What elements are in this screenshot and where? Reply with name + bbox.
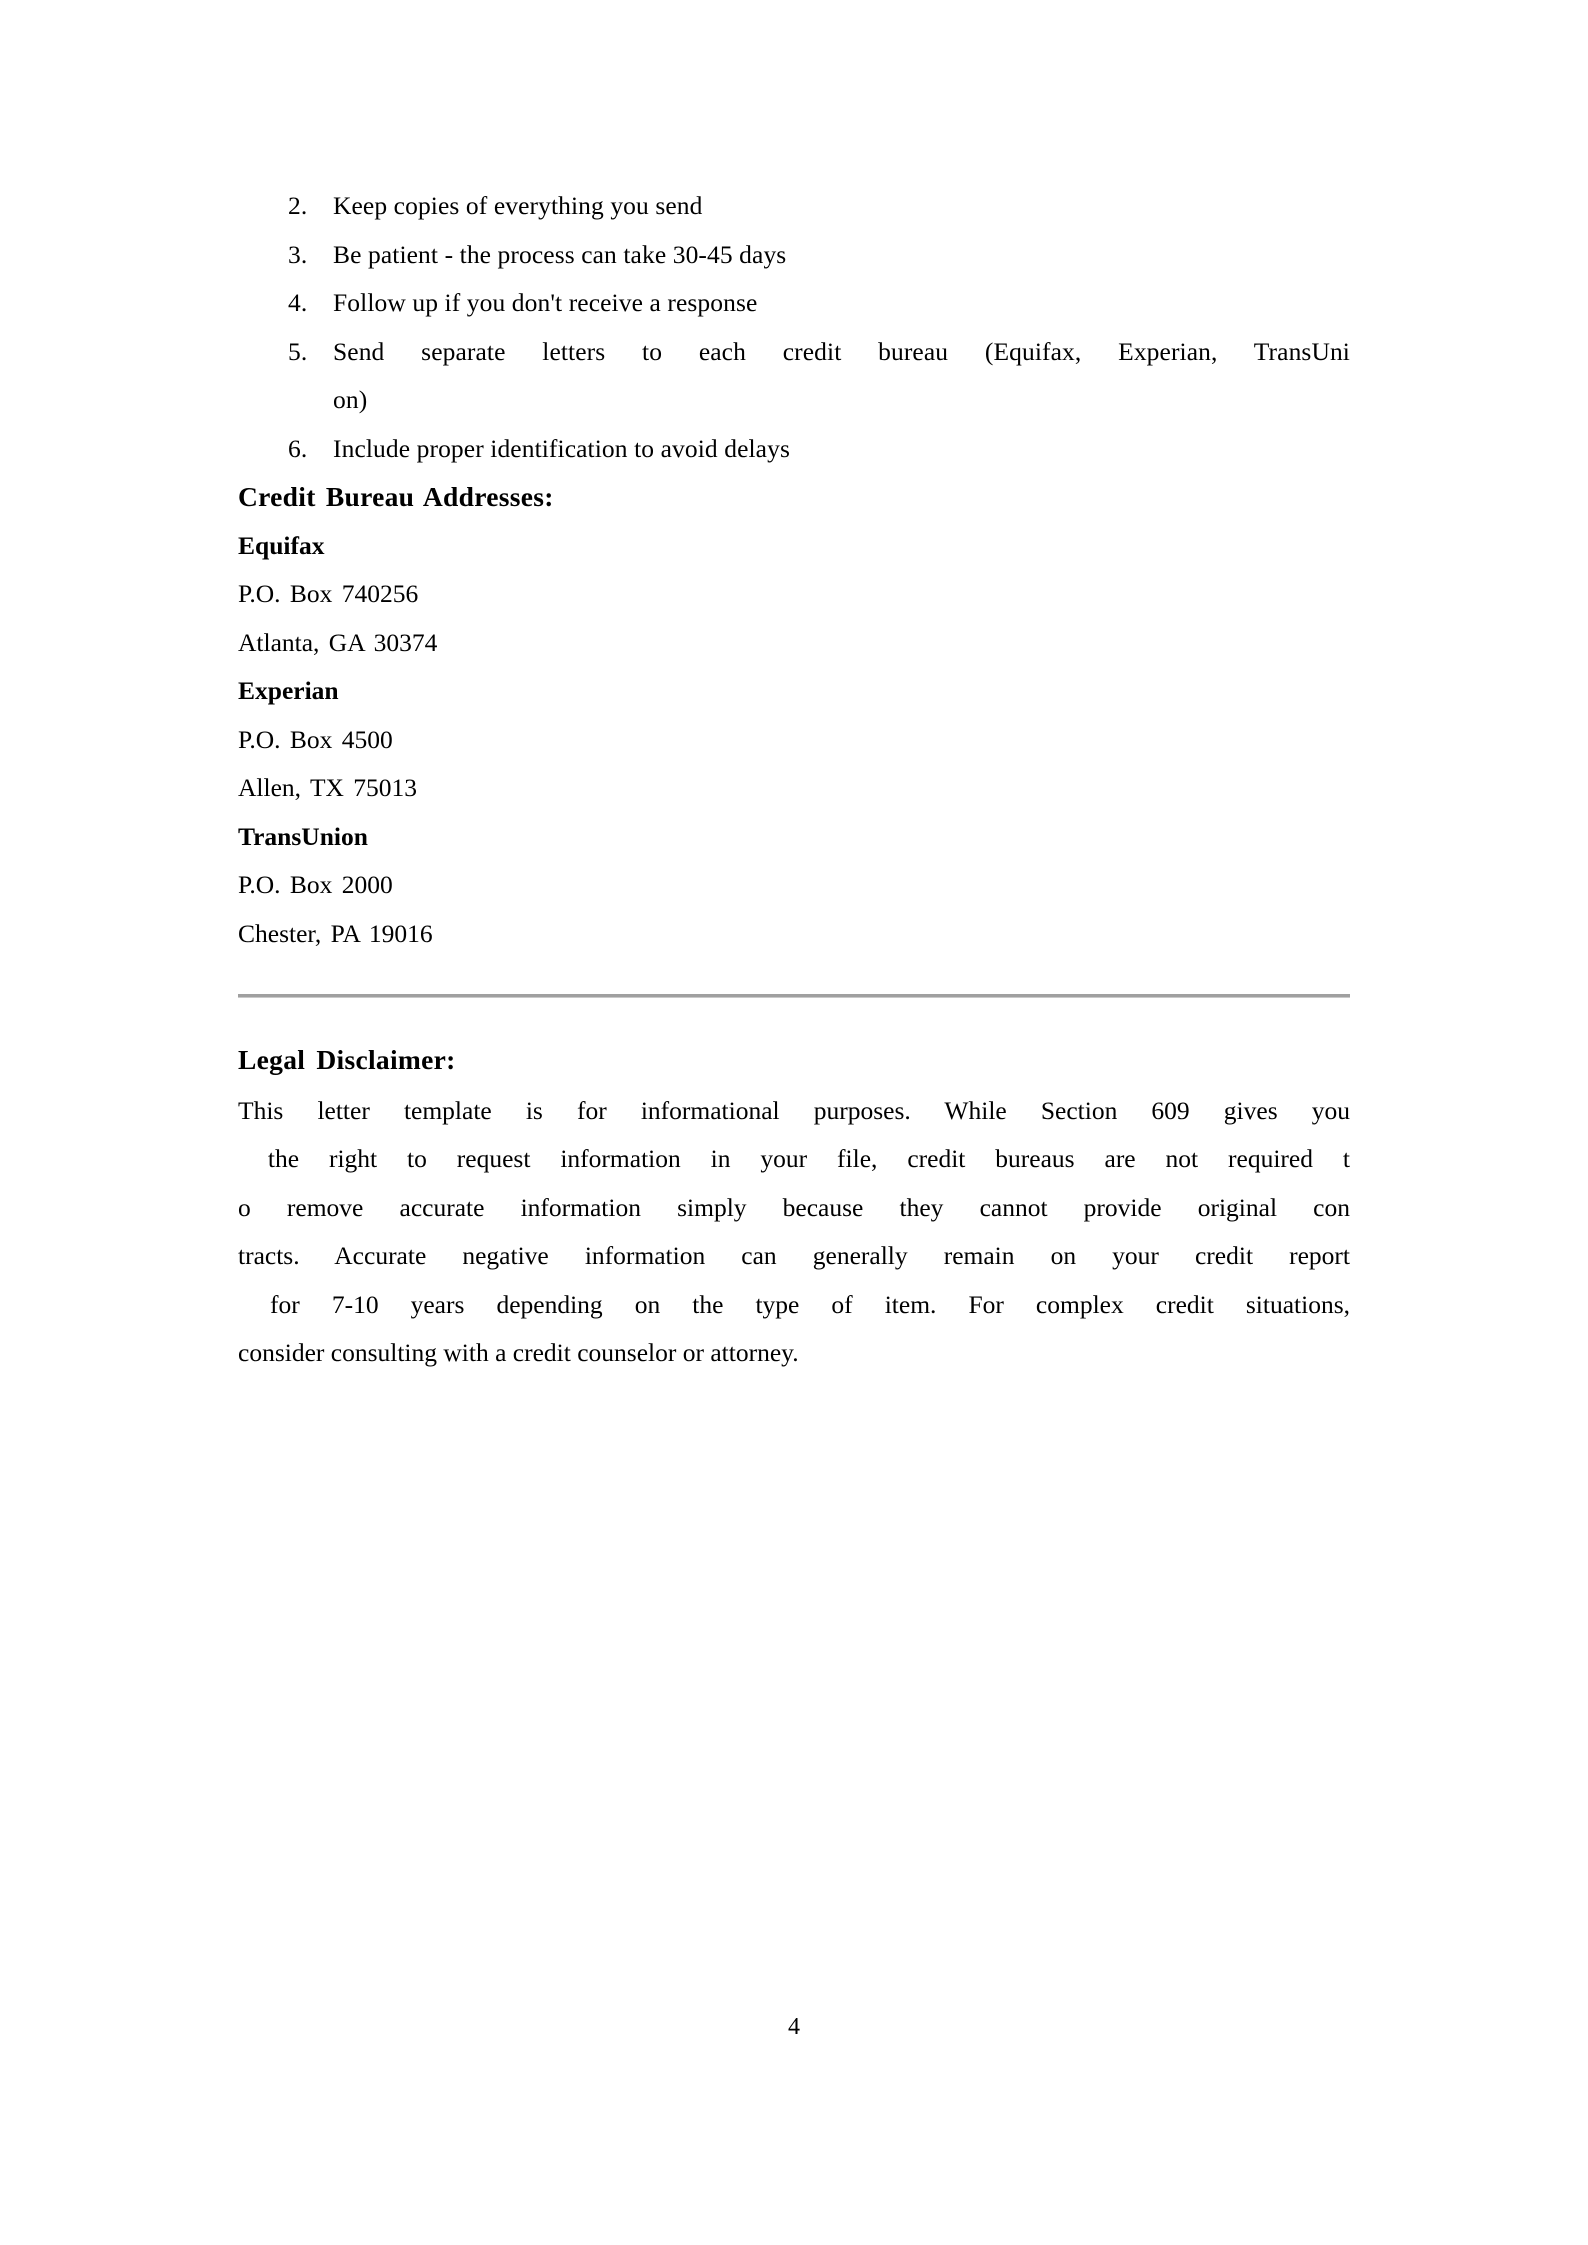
list-item-text: Follow up if you don't receive a response: [333, 288, 758, 317]
bureau-name: Equifax: [238, 530, 325, 560]
bureau-address-equifax: [238, 522, 1350, 668]
bureau-address-experian: [238, 667, 1350, 813]
bureau-name: TransUnion: [238, 821, 368, 851]
bureau-po-box: P.O. Box 4500: [238, 724, 393, 754]
horizontal-divider: [238, 994, 1350, 998]
steps-list: [238, 182, 1350, 473]
page-content: [238, 182, 1350, 1378]
page-number: 4: [788, 2014, 800, 2040]
bureau-po-box: P.O. Box 2000: [238, 870, 393, 899]
disclaimer-line: the right to request information in your file, credit bureaus are not required t: [238, 1144, 1350, 1173]
legal-disclaimer-heading: Legal Disclaimer:: [238, 1044, 456, 1075]
list-item: [238, 279, 1350, 328]
bureau-address-transunion: [238, 813, 1350, 959]
list-item: [238, 328, 1350, 425]
list-item-number: 6.: [288, 433, 308, 463]
list-item-number: 2.: [288, 191, 308, 220]
bureau-city-state-zip: Atlanta, GA 30374: [238, 627, 438, 657]
disclaimer-line: o remove accurate information simply because they cannot provide original con: [238, 1192, 1350, 1222]
section-divider-wrapper: [238, 972, 1350, 1020]
disclaimer-line: for 7-10 years depending on the type of item. For complex credit situations,: [238, 1289, 1350, 1319]
list-item-number: 4.: [288, 288, 308, 317]
list-item-text: Include proper identification to avoid delays: [333, 433, 790, 463]
disclaimer-line: tracts. Accurate negative information can generally remain on your credit report: [238, 1241, 1350, 1270]
disclaimer-line: This letter template is for informational purposes. While Section 609 gives you: [238, 1095, 1350, 1125]
list-item-number: 3.: [288, 239, 308, 269]
bureau-city-state-zip: Chester, PA 19016: [238, 918, 433, 948]
list-item-number: 5.: [288, 336, 308, 366]
credit-bureau-addresses-heading: Credit Bureau Addresses:: [238, 481, 554, 512]
list-item: [238, 231, 1350, 280]
list-item-text-line1: Send separate letters to each credit bureau (Equifax, Experian, TransUni: [333, 336, 1350, 366]
legal-disclaimer-body: [238, 1087, 1350, 1378]
list-item-text: Be patient - the process can take 30-45 days: [333, 239, 787, 269]
list-item: [238, 425, 1350, 474]
disclaimer-line: consider consulting with a credit counselor or attorney.: [238, 1338, 799, 1367]
list-item: [238, 182, 1350, 231]
list-item-text-line2: on): [333, 385, 368, 414]
bureau-po-box: P.O. Box 740256: [238, 579, 419, 608]
list-item-text: Keep copies of everything you send: [333, 191, 703, 220]
bureau-name: Experian: [238, 676, 339, 705]
bureau-city-state-zip: Allen, TX 75013: [238, 773, 418, 802]
